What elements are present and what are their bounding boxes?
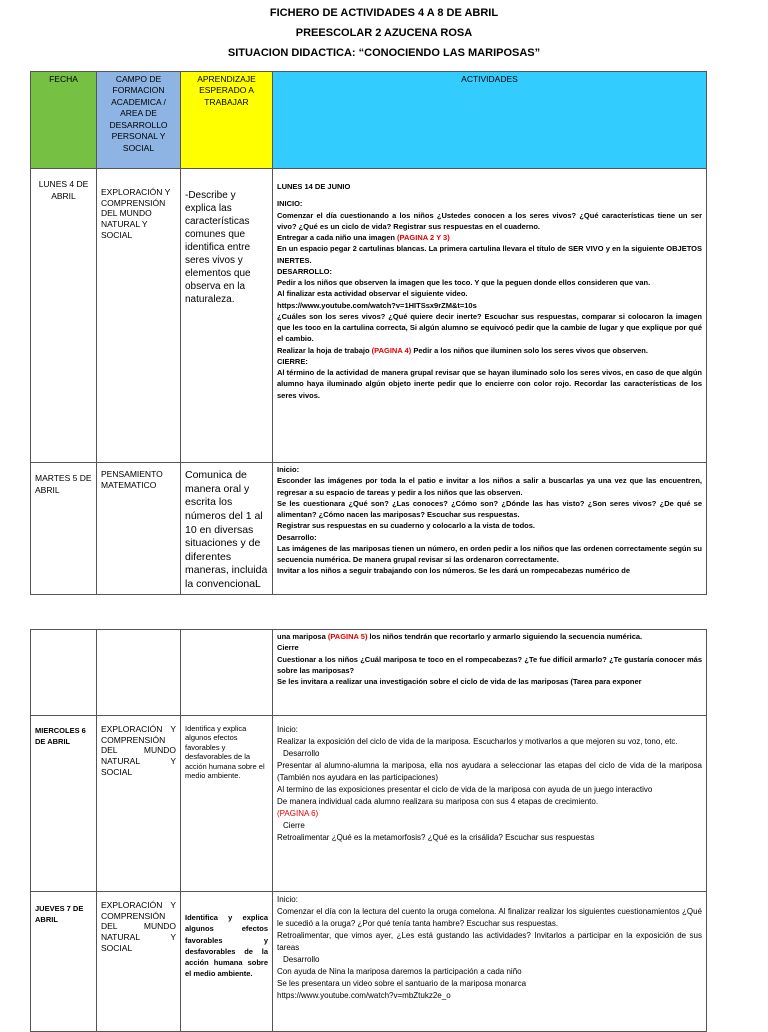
act-line: Desarrollo — [283, 955, 320, 964]
act-line: Con ayuda de Nina la mariposa daremos la participación a cada niño — [277, 967, 522, 976]
actividades-lunes — [273, 169, 707, 463]
act-text: Realizar la hoja de trabajo — [277, 345, 370, 355]
act-line: Pedir a los niños que observen la imagen que les toco. Y que la peguen donde ellos consideren que van. — [277, 278, 651, 287]
aprendizaje-martes: Comunica de manera oral y escrita los números del 1 al 10 en diversas situaciones y de diferentes maneras, incluida la convencionaL — [181, 463, 273, 595]
act-line: LUNES 14 DE JUNIO — [277, 182, 351, 191]
act-line: Retroalimentar, que vimos ayer, ¿Les está gustando las actividades? Invitarlos a participar en la exposición de sus tareas — [277, 931, 702, 952]
act-line: Se les cuestionara ¿Qué son? ¿Las conoces? ¿Cómo son? ¿Dónde las has visto? ¿Son seres vivos? ¿De qué se alimentan? ¿Cómo nacen las mariposas? Escuchar sus respuestas. — [277, 498, 702, 519]
act-line: Cierre — [283, 821, 305, 830]
act-line: ¿Cuáles son los seres vivos? ¿Qué quiere decir inerte? Escuchar sus respuestas, comparar si colocaron la imagen que les toco en la cartulina correcta, Si algún alumno se equivocó pedir que la cambie de lugar y que explique por qué el cambio. — [277, 311, 702, 344]
actividades-martes-cont — [273, 630, 707, 716]
act-line: Registrar sus respuestas en su cuaderno y colocarlo a la vista de todos. — [277, 521, 536, 531]
aprendizaje-lunes: -Describe y explica las características comunes que identifica entre seres vivos y elementos que observa en la naturaleza. — [181, 169, 273, 463]
header-fecha: FECHA — [31, 72, 97, 169]
actividades-jueves — [273, 892, 707, 1032]
act-line: Invitar a los niños a seguir trabajando con los números. Se les dará un rompecabezas numérico de — [277, 566, 631, 576]
act-text: una mariposa — [277, 632, 326, 641]
document-subtitle-group: PREESCOLAR 2 AZUCENA ROSA — [295, 27, 473, 39]
act-line: Presentar al alumno-alumna la mariposa, ella nos ayudara a seleccionar las etapas del ciclo de vida de la mariposa (También nos ayudara en las participaciones) — [277, 761, 702, 782]
act-line: Al termino de las exposiciones presentar el ciclo de vida de la mariposa con ayuda de un juego interactivo — [277, 785, 653, 794]
video-link[interactable]: https://www.youtube.com/watch?v=1HITSsx9rZM&t=10s — [277, 300, 477, 310]
act-line: Inicio: — [277, 465, 300, 474]
row-miercoles — [31, 716, 707, 892]
actividades-miercoles — [273, 716, 707, 892]
act-line: Comenzar el día con la lectura del cuento la oruga comelona. Al finalizar realizar los siguientes cuestionamientos ¿Qué le sucedió a la oruga? ¿Por qué tenía tanta hambre? Escuchar sus respuestas. — [277, 907, 702, 928]
header-actividades: ACTIVIDADES — [273, 72, 707, 169]
act-line: CIERRE: — [277, 356, 308, 366]
video-link[interactable]: https://www.youtube.com/watch?v=mbZtukz2e_o — [277, 991, 451, 1000]
act-line: Cierre — [277, 643, 299, 653]
page-ref: (PAGINA 6) — [277, 809, 319, 818]
campo-lunes: EXPLORACIÓN Y COMPRENSIÓN DEL MUNDO NATURAL Y SOCIAL — [97, 169, 181, 463]
fecha-lunes: LUNES 4 DE ABRIL — [31, 169, 97, 463]
row-martes — [31, 463, 707, 595]
act-line: Desarrollo: — [277, 532, 317, 542]
act-line: Al término de la actividad de manera grupal revisar que se hayan iluminado solo los seres vivos, en caso de que algún alumno haya iluminado algún objeto inerte pedir que lo encierre con color rojo. Recordar las características de los seres vivos. — [277, 368, 702, 400]
aprendizaje-jueves: Identifica y explica algunos efectos favorables y desfavorables de la acción humana sobre el medio ambiente. — [181, 892, 273, 1032]
row-martes-continued — [31, 630, 707, 716]
act-line: Esconder las imágenes por toda la el patio e invitar a los niños a salir a buscarlas ya una vez que las encuentren, regresar a su espacio de tareas y pedir a los niños que las observen. — [277, 476, 702, 497]
row-jueves — [31, 892, 707, 1032]
act-line — [277, 631, 702, 642]
campo-jueves: EXPLORACIÓN Y COMPRENSIÓN DEL MUNDO NATURAL Y SOCIAL — [97, 892, 181, 1032]
actividades-martes — [273, 463, 707, 595]
campo-empty — [97, 630, 181, 716]
act-line: Las imágenes de las mariposas tienen un número, en orden pedir a los niños que las ordenen correctamente según su secuencia numérica. De manera grupal revisar si las ordenaron correctamente. — [277, 543, 702, 564]
page-ref: (PAGINA 4) — [371, 345, 412, 355]
act-line: En un espacio pegar 2 cartulinas blancas. La primera cartulina llevara el título de SER VIVO y en la siguiente OBJETOS INERTES. — [277, 244, 702, 265]
aprendizaje-empty — [181, 630, 273, 716]
fecha-martes: MARTES 5 DE ABRIL — [31, 463, 97, 595]
page-ref: (PAGINA 2 Y 3) — [397, 233, 450, 242]
fecha-jueves: JUEVES 7 DE ABRIL — [31, 892, 97, 1032]
act-line: DESARROLLO: — [277, 266, 332, 276]
header-campo: CAMPO DE FORMACION ACADEMICA / AREA DE DESARROLLO PERSONAL Y SOCIAL — [97, 72, 181, 169]
act-line: Realizar la exposición del ciclo de vida de la mariposa. Escucharlos y motivarlos a que mejoren su voz, tono, etc. — [277, 737, 678, 746]
header-aprendizaje: APRENDIZAJE ESPERADO A TRABAJAR — [181, 72, 273, 169]
act-line: Inicio: — [277, 725, 298, 734]
act-text: Entregar a cada niño una imagen — [277, 233, 395, 242]
aprendizaje-miercoles: Identifica y explica algunos efectos favorables y desfavorables de la acción humana sobre el medio ambiente. — [181, 716, 273, 892]
act-line: INICIO: — [277, 199, 303, 209]
table-header-row — [31, 72, 707, 169]
page-ref: (PAGINA 5) — [327, 632, 368, 641]
act-line: Se les invitara a realizar una investigación sobre el ciclo de vida de las mariposas (Tarea para exponer — [277, 677, 642, 686]
act-line: Inicio: — [277, 895, 298, 904]
document-title: FICHERO DE ACTIVIDADES 4 A 8 DE ABRIL — [269, 7, 499, 19]
act-line: Retroalimentar ¿Qué es la metamorfosis? ¿Qué es la crisálida? Escuchar sus respuestas — [277, 833, 595, 842]
fecha-miercoles: MIERCOLES 6 DE ABRIL — [31, 716, 97, 892]
act-line — [277, 232, 702, 243]
activities-table-page1 — [30, 71, 707, 595]
act-line — [277, 345, 702, 356]
act-line: Se les presentara un video sobre el santuario de la mariposa monarca — [277, 979, 527, 988]
fecha-empty — [31, 630, 97, 716]
campo-martes: PENSAMIENTO MATEMATICO — [97, 463, 181, 595]
activities-table-page2 — [30, 629, 707, 1032]
act-text: Pedir a los niños que iluminen solo los seres vivos que observen. — [413, 345, 648, 355]
act-text: los niños tendrán que recortarlo y armarlo siguiendo la secuencia numérica. — [369, 632, 643, 641]
act-line: De manera individual cada alumno realizara su mariposa con sus 4 etapas de crecimiento. — [277, 797, 599, 806]
document-subtitle-situation: SITUACION DIDACTICA: “CONOCIENDO LAS MARIPOSAS” — [227, 47, 541, 59]
act-line: Cuestionar a los niños ¿Cuál mariposa te toco en el rompecabezas? ¿Te fue difícil armarlo? ¿Te gustaría conocer más sobre las mariposas? — [277, 654, 702, 675]
row-lunes — [31, 169, 707, 463]
act-line: Desarrollo — [283, 749, 320, 758]
act-line: Comenzar el día cuestionando a los niños ¿Ustedes conocen a los seres vivos? ¿Qué características tiene un ser vivo? ¿Qué es un ciclo de vida? Registrar sus respuestas en el cuaderno. — [277, 210, 702, 231]
act-line: Al finalizar esta actividad observar el siguiente video. — [277, 289, 468, 299]
campo-miercoles: EXPLORACIÓN Y COMPRENSIÓN DEL MUNDO NATURAL Y SOCIAL — [97, 716, 181, 892]
